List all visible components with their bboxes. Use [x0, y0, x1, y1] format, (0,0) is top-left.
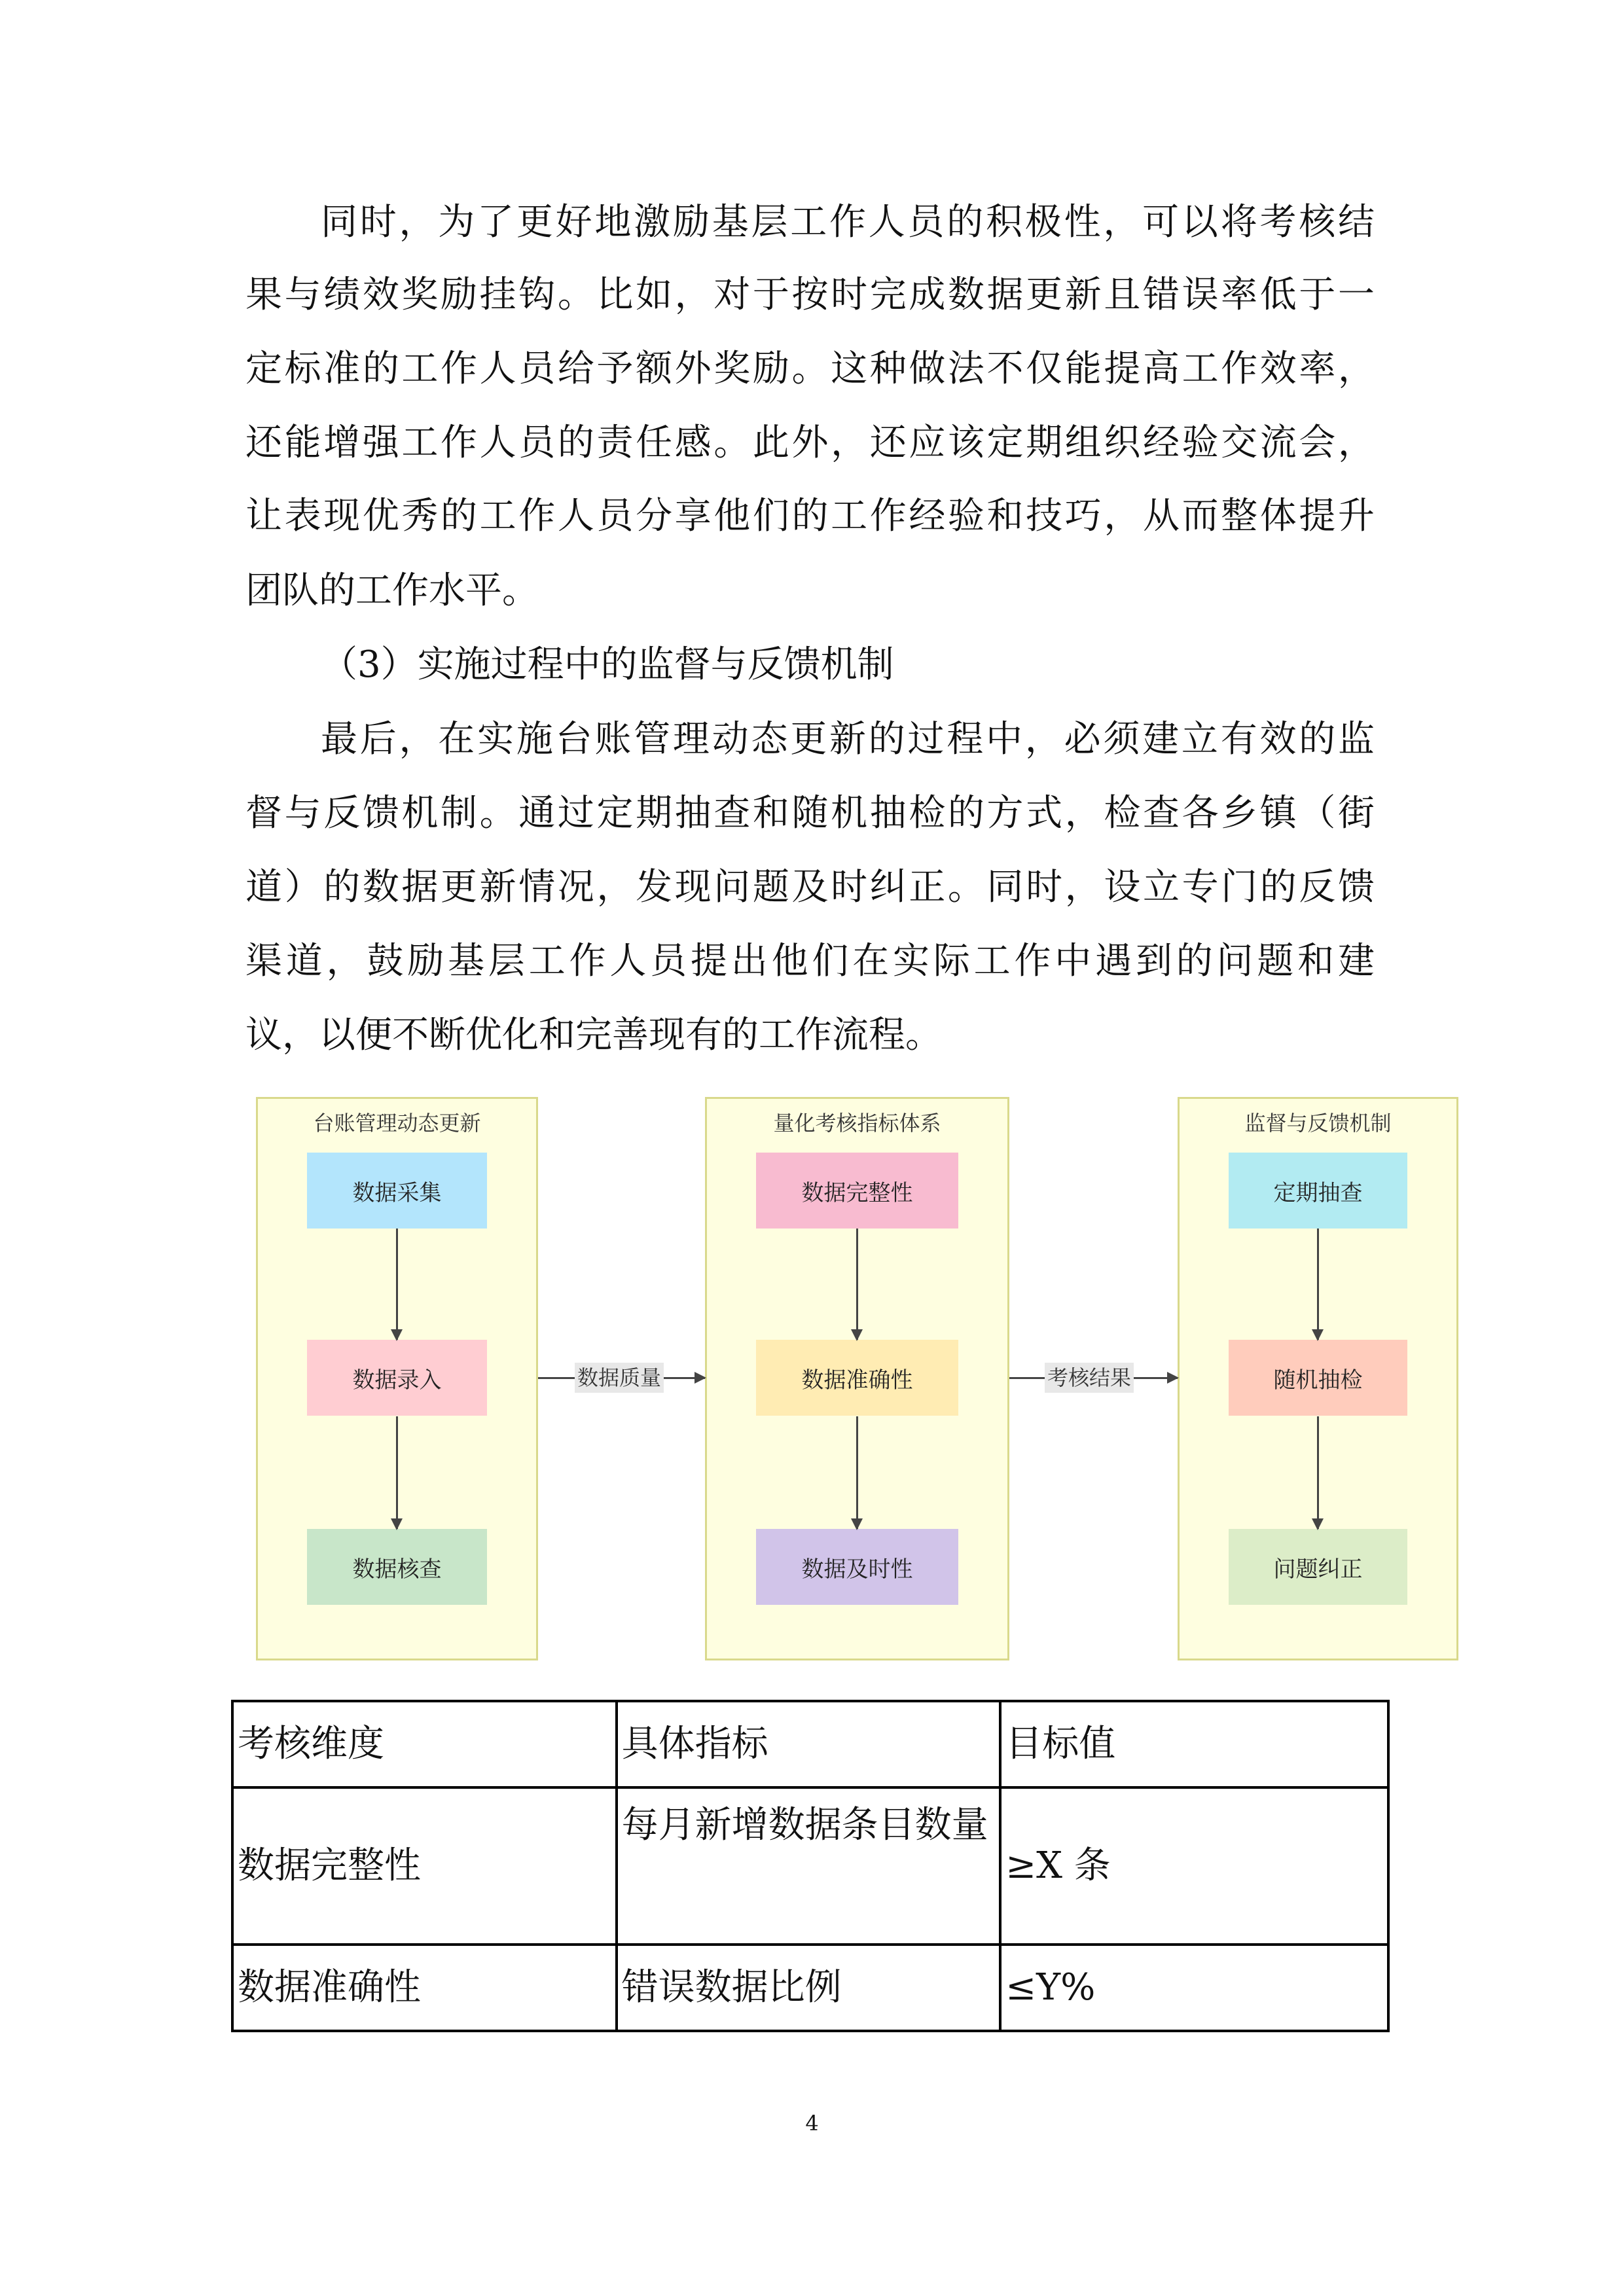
table-cell: 每月新增数据条目数量 — [617, 1787, 1001, 1945]
group-title: 台账管理动态更新 — [313, 1111, 481, 1136]
header-cell: 具体指标 — [617, 1701, 1001, 1787]
text-line: 议，以便不断优化和完善现有的工作流程。 — [245, 1014, 942, 1056]
table-row — [232, 1945, 1388, 2031]
table-cell: ≤Y% — [1000, 1945, 1388, 2031]
table-cell: 错误数据比例 — [617, 1945, 1001, 2031]
arrow-down — [396, 1416, 398, 1529]
node-problem-correction: 问题纠正 — [1229, 1529, 1407, 1605]
text-line: 还能增强工作人员的责任感。此外，还应该定期组织经验交流会， — [245, 422, 1375, 464]
text-line: 果与绩效奖励挂钩。比如，对于按时完成数据更新且错误率低于一 — [245, 274, 1375, 316]
header-cell: 考核维度 — [232, 1701, 617, 1787]
arrow-down — [396, 1229, 398, 1340]
arrow-down — [1317, 1229, 1319, 1340]
assessment-table — [231, 1700, 1390, 2032]
arrow-down — [1317, 1416, 1319, 1529]
table-cell: ≥X 条 — [1000, 1787, 1388, 1945]
group-title: 监督与反馈机制 — [1244, 1111, 1392, 1136]
edge-label-assessment-result: 考核结果 — [1045, 1363, 1134, 1393]
text-line: 道）的数据更新情况，发现问题及时纠正。同时，设立专门的反馈 — [245, 866, 1375, 908]
table-row — [232, 1787, 1388, 1945]
node-data-accuracy: 数据准确性 — [756, 1340, 958, 1416]
node-data-entry: 数据录入 — [307, 1340, 487, 1416]
group-title: 量化考核指标体系 — [773, 1111, 941, 1136]
section-heading: （3）实施过程中的监督与反馈机制 — [321, 643, 894, 686]
node-data-timeliness: 数据及时性 — [756, 1529, 958, 1605]
edge-label-data-quality: 数据质量 — [575, 1363, 664, 1393]
text-line: 让表现优秀的工作人员分享他们的工作经验和技巧，从而整体提升 — [245, 495, 1375, 537]
text-line: 督与反馈机制。通过定期抽查和随机抽检的方式，检查各乡镇（街 — [245, 792, 1375, 834]
text-line: 最后，在实施台账管理动态更新的过程中，必须建立有效的监 — [321, 718, 1375, 761]
text-line: 定标准的工作人员给予额外奖励。这种做法不仅能提高工作效率， — [245, 348, 1375, 390]
node-data-completeness: 数据完整性 — [756, 1153, 958, 1229]
table-cell: 数据准确性 — [232, 1945, 617, 2031]
text-line: 同时，为了更好地激励基层工作人员的积极性，可以将考核结 — [321, 201, 1375, 243]
node-data-check: 数据核查 — [307, 1529, 487, 1605]
table-cell: 数据完整性 — [232, 1787, 617, 1945]
arrow-down — [856, 1229, 858, 1340]
text-line: 渠道，鼓励基层工作人员提出他们在实际工作中遇到的问题和建 — [245, 940, 1375, 982]
page-number: 4 — [805, 2111, 819, 2136]
node-random-inspection: 随机抽检 — [1229, 1340, 1407, 1416]
node-periodic-check: 定期抽查 — [1229, 1153, 1407, 1229]
table-header-row — [232, 1701, 1388, 1787]
text-line: 团队的工作水平。 — [245, 569, 539, 612]
node-data-collection: 数据采集 — [307, 1153, 487, 1229]
header-cell: 目标值 — [1000, 1701, 1388, 1787]
arrow-down — [856, 1416, 858, 1529]
